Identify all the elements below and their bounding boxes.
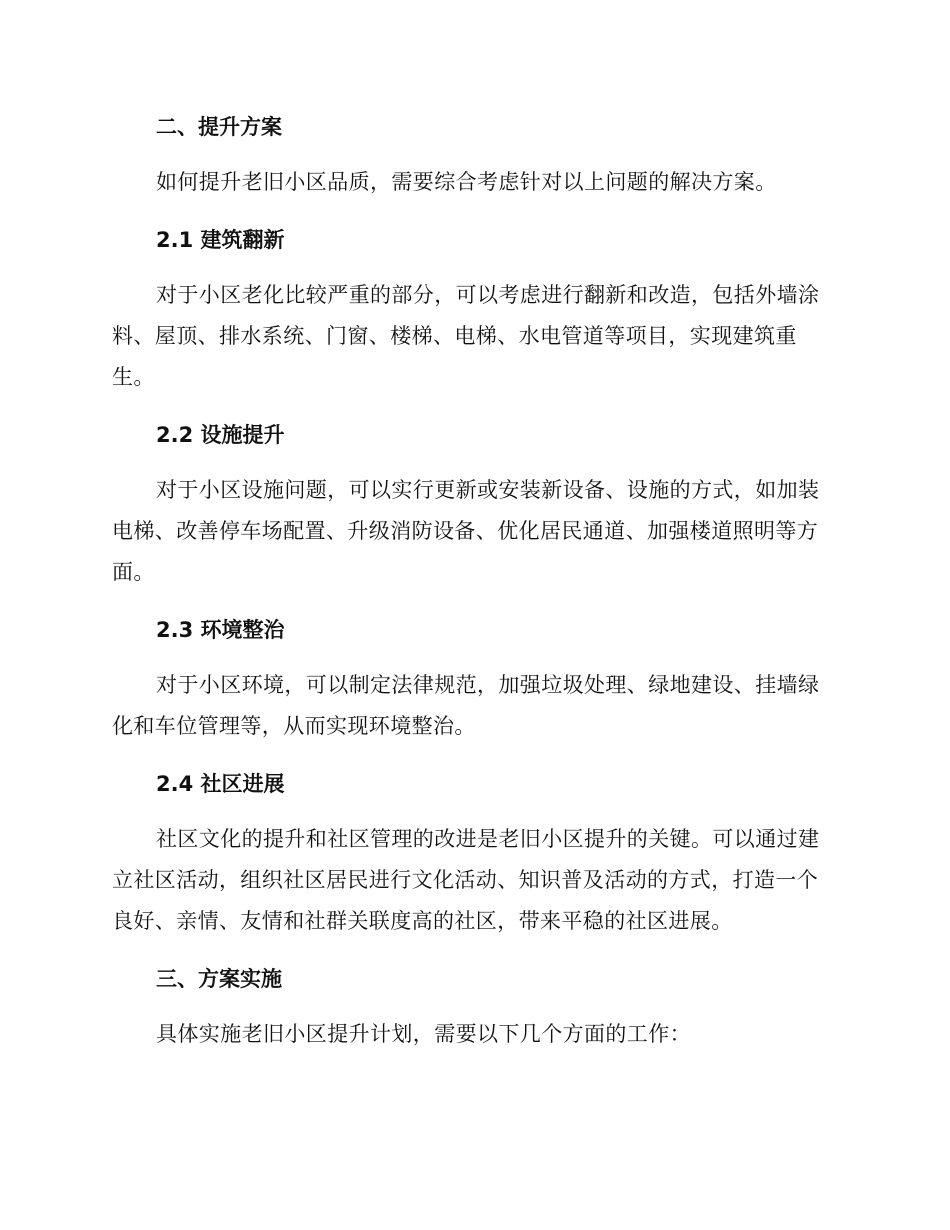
section-paragraph: 具体实施老旧小区提升计划，需要以下几个方面的工作： [156, 1022, 691, 1046]
section-paragraph: 对于小区老化比较严重的部分，可以考虑进行翻新和改造，包括外墙涂料、屋顶、排水系统、门窗、楼梯、电梯、水电管道等项目，实现建筑重生。 [112, 283, 820, 389]
section-paragraph: 对于小区环境，可以制定法律规范，加强垃圾处理、绿地建设、挂墙绿化和车位管理等，从而实现环境整治。 [112, 673, 820, 738]
document-body [112, 110, 832, 1055]
section-paragraph: 如何提升老旧小区品质，需要综合考虑针对以上问题的解决方案。 [156, 170, 777, 194]
section-heading: 2.2 设施提升 [156, 423, 285, 447]
section-paragraph: 对于小区设施问题，可以实行更新或安装新设备、设施的方式，如加装电梯、改善停车场配置、升级消防设备、优化居民通道、加强楼道照明等方面。 [112, 478, 820, 584]
section-heading: 2.4 社区进展 [156, 772, 285, 796]
section-heading: 2.3 环境整治 [156, 618, 285, 642]
section-heading: 二、提升方案 [156, 115, 282, 139]
section-paragraph: 社区文化的提升和社区管理的改进是老旧小区提升的关键。可以通过建立社区活动，组织社区居民进行文化活动、知识普及活动的方式，打造一个良好、亲情、友情和社群关联度高的社区，带来平稳的社区进展。 [112, 827, 820, 933]
section-heading: 2.1 建筑翻新 [156, 228, 285, 252]
section-heading: 三、方案实施 [156, 967, 282, 991]
